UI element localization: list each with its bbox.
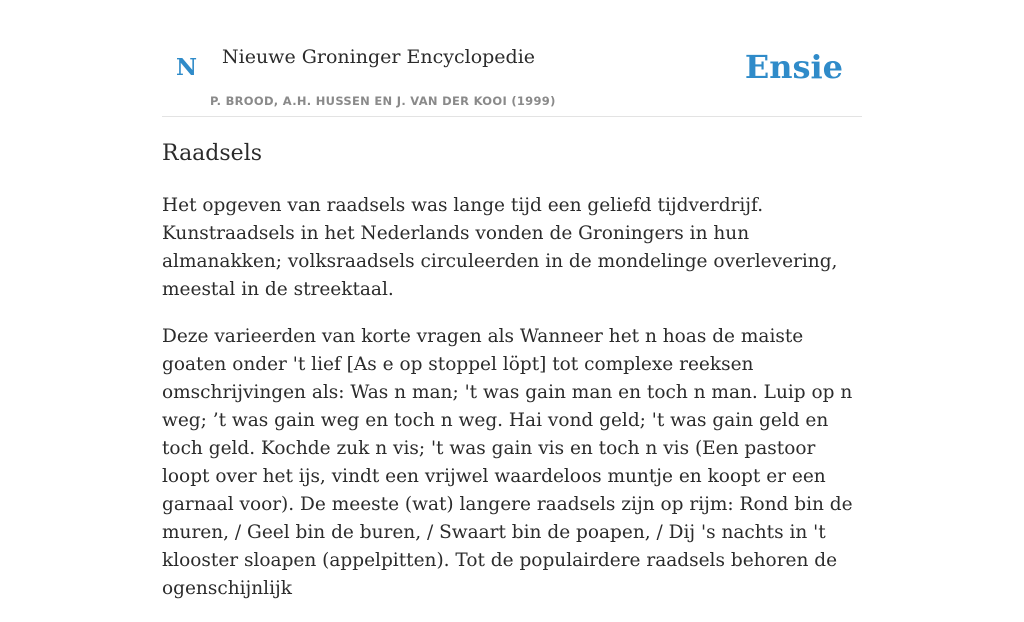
article-body [162,192,862,622]
work-title[interactable]: Nieuwe Groninger Encyclopedie [222,46,536,68]
header [162,0,862,117]
page [162,0,862,599]
ensie-brand-logo[interactable]: Ensie [744,48,843,86]
article-headword: Raadsels [162,141,263,166]
article-paragraph: Het opgeven van raadsels was lange tijd een geliefd tijdverdrijf. Kunstraadsels in het Nederlands vonden de Groningers in hun almanakken; volksraadsels circuleerden in de mondelinge overlevering, meestal in de streektaal. [162,195,838,300]
article-paragraph: Deze varieerden van korte vragen als Wanneer het n hoas de maiste goaten onder 't lief [As e op stoppel löpt] tot complexe reeksen omschrijvingen als: Was n man; 't was gain man en toch n man. Luip op n weg; ’t was gain weg en toch n weg. Hai vond geld; 't was gain geld en toch geld. Kochde zuk n vis; 't was gain vis en toch n vis (Een pastoor loopt over het ijs, vindt een vrijwel waardeloos muntje en koopt er een garnaal voor). De meeste (wat) langere raadsels zijn op rijm: Rond bin de muren, / Geel bin de buren, / Swaart bin de poapen, / Dij 's nachts in 't klooster sloapen (appelpitten). Tot de populairdere raadsels behoren de ogenschijnlijk [162,326,853,599]
work-authors: P. BROOD, A.H. HUSSEN EN J. VAN DER KOOI (1999) [210,94,556,108]
encyclopedia-logo-letter[interactable]: N [176,54,198,81]
